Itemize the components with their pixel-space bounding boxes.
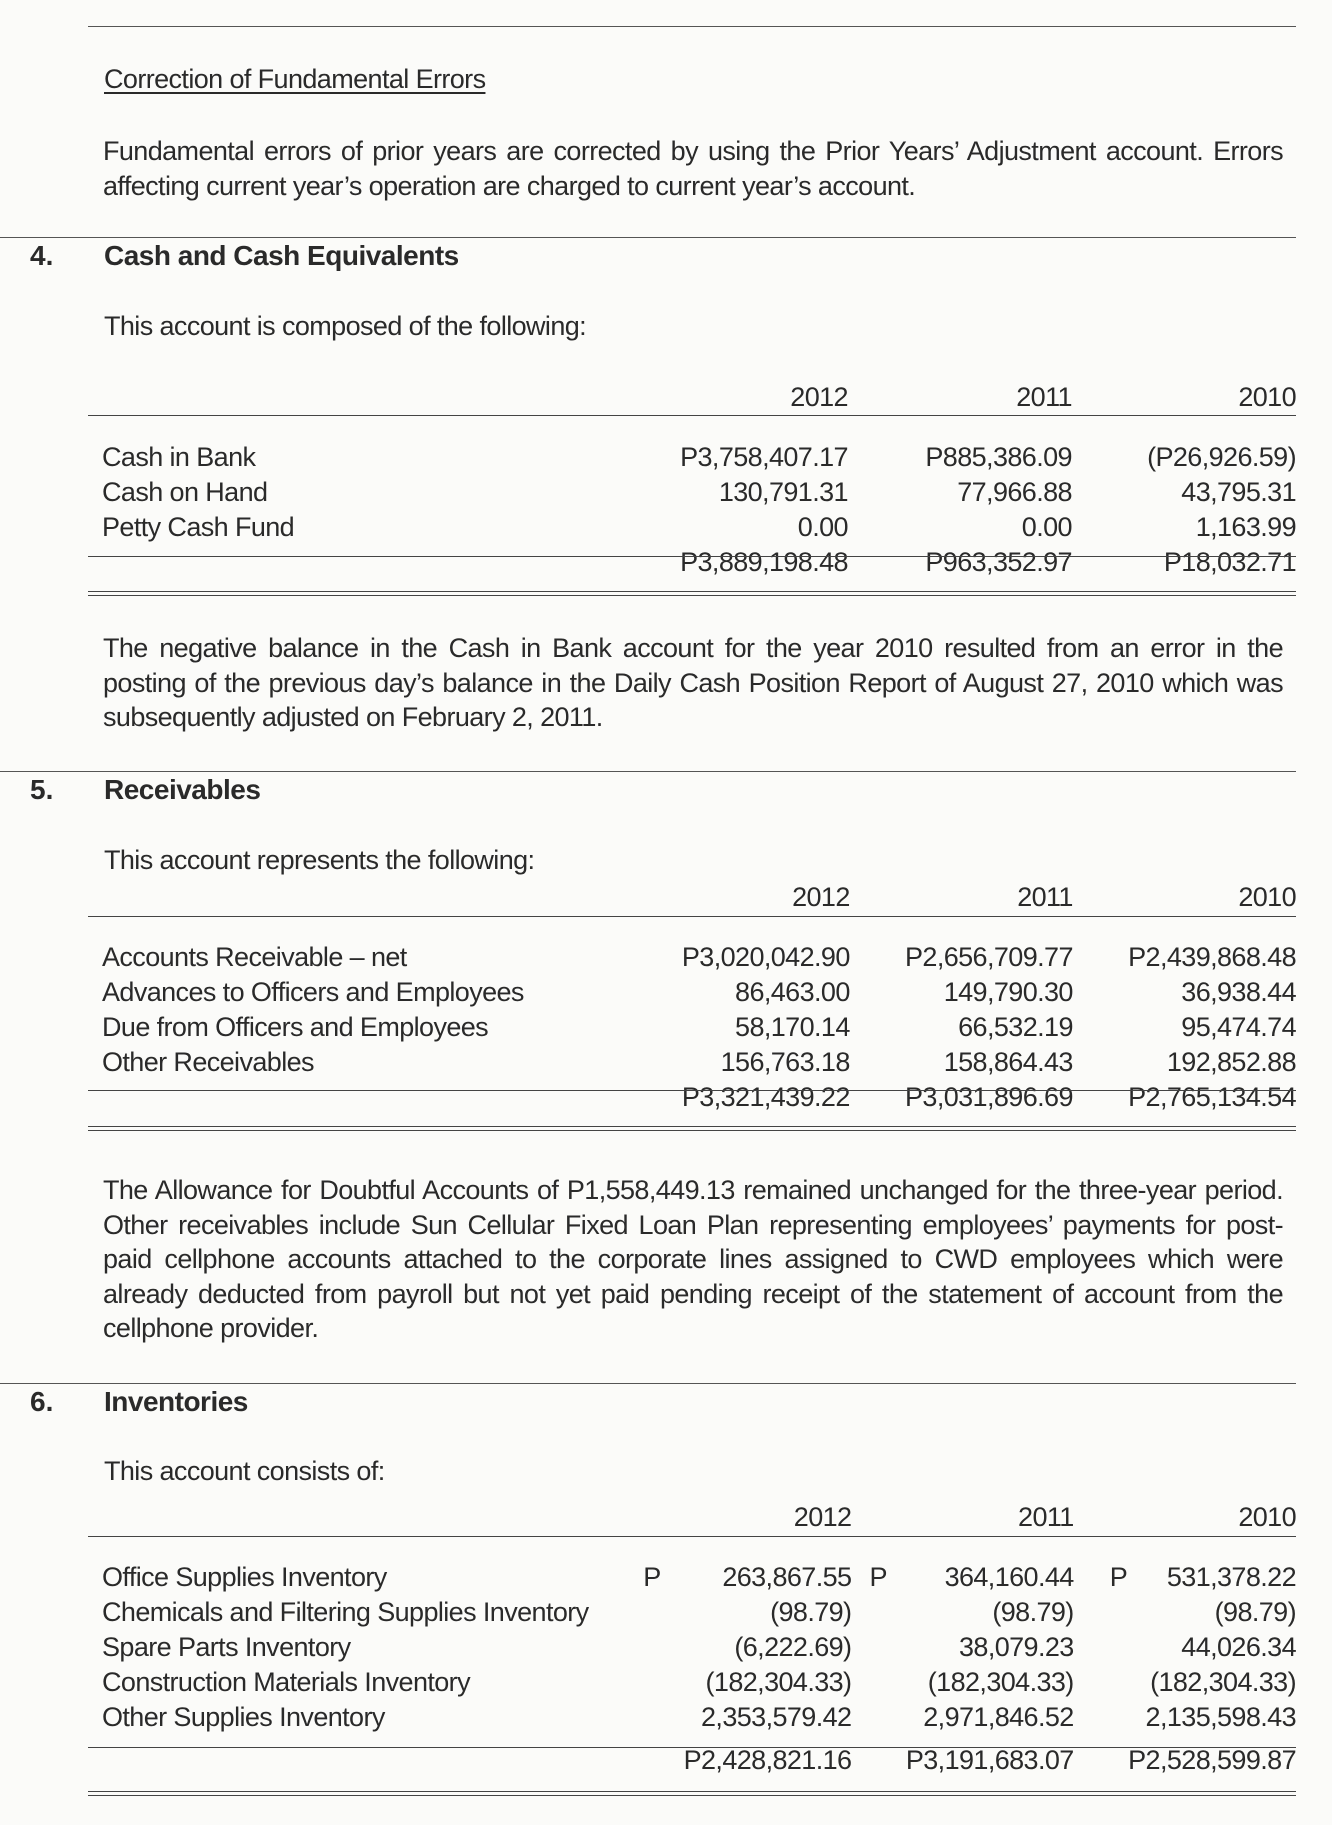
cash-total-double-rule [88, 591, 1296, 596]
cell-value: (98.79) [992, 1597, 1074, 1627]
total-value: P2,528,599.87 [1128, 1745, 1296, 1775]
cell-value: 43,795.31 [1181, 477, 1296, 507]
cell-value: (182,304.33) [705, 1667, 852, 1697]
fundamental-errors-title: Correction of Fundamental Errors [104, 64, 486, 94]
row-label: Chemicals and Filtering Supplies Inventory [102, 1597, 589, 1627]
inventories-year-2010: 2010 [1238, 1501, 1296, 1532]
currency-prefix: P [869, 1562, 887, 1592]
total-value: P2,428,821.16 [683, 1745, 852, 1775]
fundamental-errors-paragraph: Fundamental errors of prior years are corrected by using the Prior Years’ Adjustment account. Errors affecting current year’s operation are charged to current year’s account. [103, 136, 1283, 201]
total-value: P963,352.97 [925, 547, 1072, 577]
section-6-title: Inventories [104, 1386, 248, 1417]
cell-value: 95,474.74 [1181, 1012, 1296, 1042]
cell-value: (6,222.69) [734, 1632, 852, 1662]
cell-value: 36,938.44 [1181, 977, 1296, 1007]
cell-value: 2,353,579.42 [701, 1702, 852, 1732]
cell-value: 1,163.99 [1195, 512, 1296, 542]
table-row [88, 975, 1296, 1010]
cell-value: 130,791.31 [718, 477, 848, 507]
cell-value: (P26,926.59) [1147, 442, 1296, 472]
table-row [88, 1045, 1296, 1080]
section-6-intro: This account consists of: [104, 1456, 385, 1486]
currency-prefix: P [1109, 1562, 1128, 1592]
cash-note: The negative balance in the Cash in Bank account for the year 2010 resulted from an error in the posting of the previous day’s balance in the Daily Cash Position Report of August 27, 2010 which was subsequently adjusted on February 2, 2011. [103, 633, 1283, 732]
cash-header-rule [88, 415, 1296, 416]
inventories-sum-rule [88, 1747, 1296, 1748]
cell-value: P 531,378.22 [1074, 1560, 1296, 1595]
row-label: Advances to Officers and Employees [102, 977, 524, 1007]
cell-value: P 364,160.44 [851, 1560, 1073, 1595]
cell-value: 86,463.00 [735, 977, 850, 1007]
inventories-total-double-rule [88, 1791, 1296, 1796]
cell-value: P3,758,407.17 [680, 442, 848, 472]
cell-value: 192,852.88 [1166, 1047, 1296, 1077]
receivables-table [88, 878, 1296, 1115]
receivables-total-double-rule [88, 1126, 1296, 1131]
table-row [88, 440, 1296, 475]
inventories-year-2012: 2012 [793, 1501, 852, 1532]
section-4-intro: This account is composed of the following: [104, 311, 587, 341]
currency-prefix: P [643, 1562, 661, 1592]
row-label: Cash in Bank [102, 442, 256, 472]
receivables-header-row [88, 878, 1296, 916]
cell-value: P885,386.09 [925, 442, 1072, 472]
section-5-intro: This account represents the following: [104, 845, 535, 875]
row-label: Construction Materials Inventory [102, 1667, 470, 1697]
row-label: Cash on Hand [102, 477, 268, 507]
cell-value: 38,079.23 [958, 1632, 1074, 1662]
cash-year-2010: 2010 [1238, 381, 1296, 412]
receivables-year-2012: 2012 [792, 881, 850, 912]
inventories-year-2011: 2011 [1018, 1501, 1074, 1532]
table-row [88, 1560, 1296, 1595]
section-4-title: Cash and Cash Equivalents [104, 240, 459, 271]
row-label: Due from Officers and Employees [102, 1012, 489, 1042]
cell-value: (98.79) [1214, 1597, 1296, 1627]
total-row [88, 1743, 1296, 1778]
cell-value: P2,656,709.77 [905, 942, 1073, 972]
total-value: P3,321,439.22 [681, 1082, 850, 1112]
table-row [88, 1700, 1296, 1735]
section-6-rule [0, 1383, 1296, 1384]
table-row [88, 1010, 1296, 1045]
row-label: Spare Parts Inventory [102, 1632, 351, 1662]
section-5-number: 5. [30, 774, 54, 805]
cell-value: P 263,867.55 [629, 1560, 851, 1595]
total-value: P3,031,896.69 [905, 1082, 1073, 1112]
cash-year-2011: 2011 [1016, 381, 1072, 412]
cell-value: 158,864.43 [943, 1047, 1073, 1077]
table-row [88, 510, 1296, 545]
cell-value: 149,790.30 [943, 977, 1073, 1007]
row-label: Other Receivables [102, 1047, 314, 1077]
inventories-header-row [88, 1498, 1296, 1536]
receivables-header-rule [88, 916, 1296, 917]
top-rule [88, 26, 1296, 27]
total-row [88, 1080, 1296, 1115]
cell-value: (182,304.33) [927, 1667, 1074, 1697]
cell-value: 58,170.14 [735, 1012, 850, 1042]
inventories-header-rule [88, 1536, 1296, 1537]
cell-value: P3,020,042.90 [681, 942, 850, 972]
section-4-number: 4. [30, 240, 54, 271]
receivables-note: The Allowance for Doubtful Accounts of P1,558,449.13 remained unchanged for the three-year period. Other receivables include Sun Cellular Fixed Loan Plan representing employees’ payments for post-paid cellphone accounts attached to the corporate lines assigned to CWD employees which were already deducted from payroll but not yet paid pending receipt of the statement of account from the cellphone provider. [103, 1175, 1283, 1343]
row-label: Petty Cash Fund [102, 512, 295, 542]
cell-value: 2,971,846.52 [923, 1702, 1074, 1732]
cell-value: 156,763.18 [720, 1047, 850, 1077]
section-4-rule [0, 237, 1296, 238]
table-row [88, 1595, 1296, 1630]
cell-value: P2,439,868.48 [1128, 942, 1296, 972]
row-label: Other Supplies Inventory [102, 1702, 385, 1732]
cell-value: 77,966.88 [957, 477, 1072, 507]
cell-value: 0.00 [797, 512, 848, 542]
receivables-sum-rule [88, 1090, 1296, 1091]
section-5-title: Receivables [104, 774, 261, 805]
cell-value: 66,532.19 [958, 1012, 1073, 1042]
row-label: Accounts Receivable – net [102, 942, 407, 972]
cash-table [88, 378, 1296, 580]
section-6-number: 6. [30, 1386, 54, 1417]
receivables-year-2010: 2010 [1238, 881, 1296, 912]
total-value: P18,032.71 [1163, 547, 1296, 577]
total-row [88, 545, 1296, 580]
cash-year-2012: 2012 [790, 381, 848, 412]
total-value: P3,191,683.07 [905, 1745, 1074, 1775]
table-row [88, 475, 1296, 510]
total-value: P2,765,134.54 [1128, 1082, 1296, 1112]
cash-sum-rule [88, 556, 1296, 557]
cell-value: (98.79) [770, 1597, 852, 1627]
receivables-year-2011: 2011 [1017, 881, 1073, 912]
table-row [88, 1630, 1296, 1665]
inventories-table [88, 1498, 1296, 1778]
table-row [88, 1665, 1296, 1700]
total-value: P3,889,198.48 [680, 547, 848, 577]
cell-value: 2,135,598.43 [1145, 1702, 1296, 1732]
cash-header-row [88, 378, 1296, 416]
cell-value: 0.00 [1021, 512, 1072, 542]
table-row [88, 940, 1296, 975]
cell-value: 44,026.34 [1181, 1632, 1296, 1662]
row-label: Office Supplies Inventory [102, 1562, 387, 1592]
section-5-rule [0, 771, 1296, 772]
cell-value: (182,304.33) [1150, 1667, 1296, 1697]
